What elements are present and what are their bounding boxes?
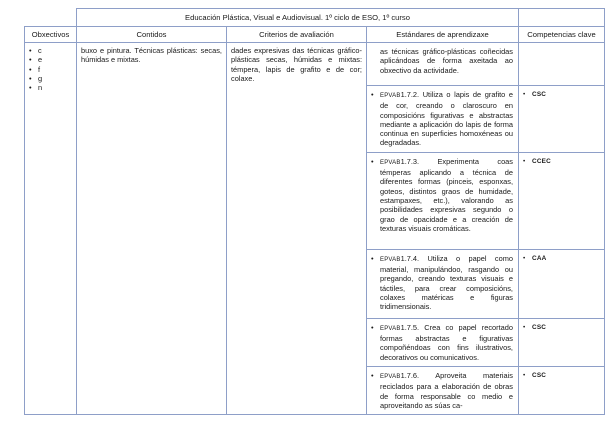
competence-cell: [519, 366, 605, 414]
competence-cell: [519, 249, 605, 318]
title-blank-cell: [519, 9, 605, 27]
standard-cell: [367, 86, 519, 153]
curriculum-document: [24, 8, 604, 411]
competence-item: [523, 157, 600, 166]
criteria-cell: [227, 43, 367, 415]
objective-item: • c: [29, 46, 72, 55]
bullet-icon: •: [523, 323, 526, 331]
competence-cell: [519, 43, 605, 86]
objective-item: • e: [29, 55, 72, 64]
standard-number: 1.7.2.: [400, 90, 420, 99]
standard-number: 1.7.3.: [400, 156, 420, 166]
competence-item: [523, 254, 600, 263]
standard-code: EPVAB: [380, 93, 401, 99]
competence-item: [523, 90, 600, 99]
standard-text: Experimenta coas témperas aplicando a técnica de diferentes formas (pinceis, esponxas, goteos, distintos graos de humidade, estampaxes, etc.), valorando as posibilidades expresivas segundo o grao de opacidade e a creación de texturas visuais cromáticas.: [380, 156, 513, 233]
standard-text: as técnicas gráfico-plásticas coñecidas aplicándoas de forma axeitada ao obxectivo da actividade.: [380, 47, 513, 75]
bullet-icon: •: [371, 253, 374, 263]
objective-item: • g: [29, 74, 72, 83]
objective-item: • n: [29, 83, 72, 92]
competence-code: CCEC: [532, 157, 551, 165]
standard-number: 1.7.4.: [400, 253, 420, 263]
standard-item: [371, 90, 513, 148]
standard-code: EPVAB: [380, 325, 401, 332]
bullet-icon: •: [523, 91, 526, 98]
objectives-list: [29, 46, 72, 92]
competence-code: CSC: [532, 371, 547, 379]
curriculum-table: [24, 8, 605, 415]
header-contents: Contidos: [77, 27, 227, 43]
table-row: [25, 43, 605, 86]
header-objectives: Obxectivos: [25, 27, 77, 43]
competence-cell: [519, 86, 605, 153]
standard-number: 1.7.5.: [400, 322, 420, 332]
table-title: Educación Plástica, Visual e Audiovisual. 1º ciclo de ESO, 1º curso: [77, 9, 519, 27]
contents-text: buxo e pintura. Técnicas plásticas: secas, húmidas e mixtas.: [81, 46, 222, 65]
blank-corner-cell: [25, 9, 77, 27]
standard-code: EPVAB: [380, 256, 401, 263]
standard-text: Aproveita materiais reciclados para a elaboración de obras de forma responsable co medio e aproveitando as súas ca-: [380, 370, 513, 410]
standard-code: EPVAB: [380, 159, 401, 166]
standard-number: 1.7.6.: [400, 370, 420, 380]
standard-text: Utiliza o lapis de grafito e de cor, creando o claroscuro en composicións figurativas e abstractas mediante a aplicación do lapis de forma continua en superficies homoxéneas ou degradadas.: [380, 90, 513, 148]
standard-cell: [367, 43, 519, 86]
competence-cell: [519, 152, 605, 249]
standard-cell: [367, 152, 519, 249]
header-competences: Competencias clave: [519, 27, 605, 43]
header-standards: Estándares de aprendizaxe: [367, 27, 519, 43]
competence-cell: [519, 318, 605, 366]
bullet-icon: •: [371, 156, 374, 166]
standard-item: [371, 254, 513, 312]
standard-text: Crea co papel recortado formas abstractas e figurativas compoñéndoas con fins ilustrativos, decorativos ou comunicativos.: [380, 322, 513, 362]
column-header-row: [25, 27, 605, 43]
competence-code: CSC: [532, 323, 547, 331]
bullet-icon: •: [523, 371, 526, 379]
criteria-text: dades expresivas das técnicas gráfico-plásticas secas, húmidas e mixtas: témpera, lapis de grafito e de cor; colaxe.: [231, 46, 362, 83]
table-title-row: [25, 9, 605, 27]
standard-cell: [367, 366, 519, 414]
bullet-icon: •: [523, 157, 526, 165]
bullet-icon: •: [523, 254, 526, 262]
standard-code: EPVAB: [380, 373, 401, 380]
standard-cell: [367, 318, 519, 366]
standard-item: [371, 157, 513, 233]
bullet-icon: •: [371, 370, 374, 380]
competence-code: CSC: [532, 91, 547, 98]
bullet-icon: •: [371, 322, 374, 332]
header-criteria: Criterios de avaliación: [227, 27, 367, 43]
standard-item: [371, 323, 513, 362]
standard-cell: [367, 249, 519, 318]
standard-text: Utiliza o papel como material, manipulándoo, rasgando ou pregando, creando texturas visuais e táctiles, para crear composicións, colaxes matéricas e figuras tridimensionais.: [380, 253, 513, 312]
competence-item: [523, 371, 600, 380]
contents-cell: [77, 43, 227, 415]
objectives-cell: [25, 43, 77, 415]
standard-item: [371, 371, 513, 410]
bullet-icon: •: [371, 90, 374, 99]
objective-item: • f: [29, 65, 72, 74]
competence-code: CAA: [532, 254, 547, 262]
competence-item: [523, 323, 600, 332]
